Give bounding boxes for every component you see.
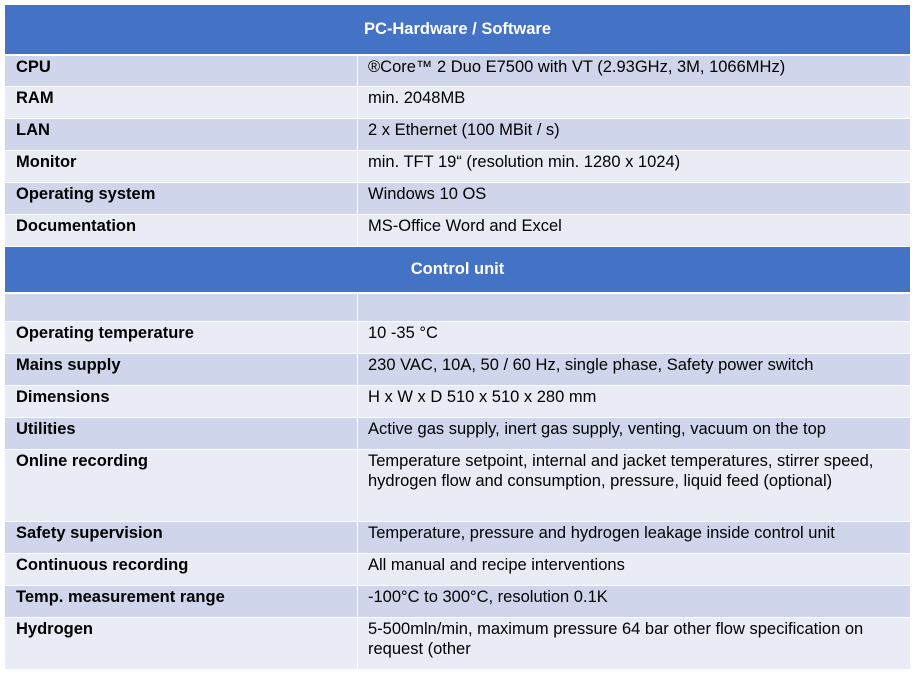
row-value: H x W x D 510 x 510 x 280 mm bbox=[358, 386, 911, 418]
row-label: Operating system bbox=[5, 183, 358, 215]
row-value: min. TFT 19“ (resolution min. 1280 x 1024) bbox=[358, 151, 911, 183]
table-row bbox=[5, 322, 911, 354]
section-header-control-unit bbox=[5, 247, 911, 293]
table-row bbox=[5, 293, 911, 322]
row-value: 230 VAC, 10A, 50 / 60 Hz, single phase, Safety power switch bbox=[358, 354, 911, 386]
table-row bbox=[5, 215, 911, 247]
row-label: Mains supply bbox=[5, 354, 358, 386]
row-value: Active gas supply, inert gas supply, venting, vacuum on the top bbox=[358, 418, 911, 450]
table-row bbox=[5, 183, 911, 215]
row-label: Temp. measurement range bbox=[5, 586, 358, 618]
row-value: 2 x Ethernet (100 MBit / s) bbox=[358, 119, 911, 151]
table-row bbox=[5, 354, 911, 386]
row-value: ®Core™ 2 Duo E7500 with VT (2.93GHz, 3M, 1066MHz) bbox=[358, 55, 911, 87]
section-header-pc-hardware bbox=[5, 5, 911, 55]
row-label: RAM bbox=[5, 87, 358, 119]
row-label: Online recording bbox=[5, 450, 358, 522]
table-row bbox=[5, 554, 911, 586]
section-title: Control unit bbox=[5, 247, 911, 293]
row-label: LAN bbox=[5, 119, 358, 151]
specification-table bbox=[4, 4, 911, 670]
row-value: Windows 10 OS bbox=[358, 183, 911, 215]
row-label: CPU bbox=[5, 55, 358, 87]
section-title: PC-Hardware / Software bbox=[5, 5, 911, 55]
table-row bbox=[5, 586, 911, 618]
table-row bbox=[5, 55, 911, 87]
row-value bbox=[358, 293, 911, 322]
row-label bbox=[5, 293, 358, 322]
row-value: 10 -35 °C bbox=[358, 322, 911, 354]
row-label: Continuous recording bbox=[5, 554, 358, 586]
row-label: Utilities bbox=[5, 418, 358, 450]
row-label: Operating temperature bbox=[5, 322, 358, 354]
table-row bbox=[5, 618, 911, 670]
row-value: MS-Office Word and Excel bbox=[358, 215, 911, 247]
row-label: Monitor bbox=[5, 151, 358, 183]
row-label: Hydrogen bbox=[5, 618, 358, 670]
row-label: Dimensions bbox=[5, 386, 358, 418]
table-row bbox=[5, 450, 911, 522]
table-row bbox=[5, 386, 911, 418]
row-label: Documentation bbox=[5, 215, 358, 247]
table-row bbox=[5, 418, 911, 450]
row-value: All manual and recipe interventions bbox=[358, 554, 911, 586]
row-label: Safety supervision bbox=[5, 522, 358, 554]
row-value: Temperature setpoint, internal and jacket temperatures, stirrer speed, hydrogen flow and consumption, pressure, liquid feed (optional) bbox=[358, 450, 911, 522]
table-row bbox=[5, 119, 911, 151]
table-row bbox=[5, 87, 911, 119]
table-row bbox=[5, 522, 911, 554]
table-row bbox=[5, 151, 911, 183]
row-value: min. 2048MB bbox=[358, 87, 911, 119]
row-value: Temperature, pressure and hydrogen leakage inside control unit bbox=[358, 522, 911, 554]
row-value: 5-500mln/min, maximum pressure 64 bar other flow specification on request (other bbox=[358, 618, 911, 670]
row-value: -100°C to 300°C, resolution 0.1K bbox=[358, 586, 911, 618]
